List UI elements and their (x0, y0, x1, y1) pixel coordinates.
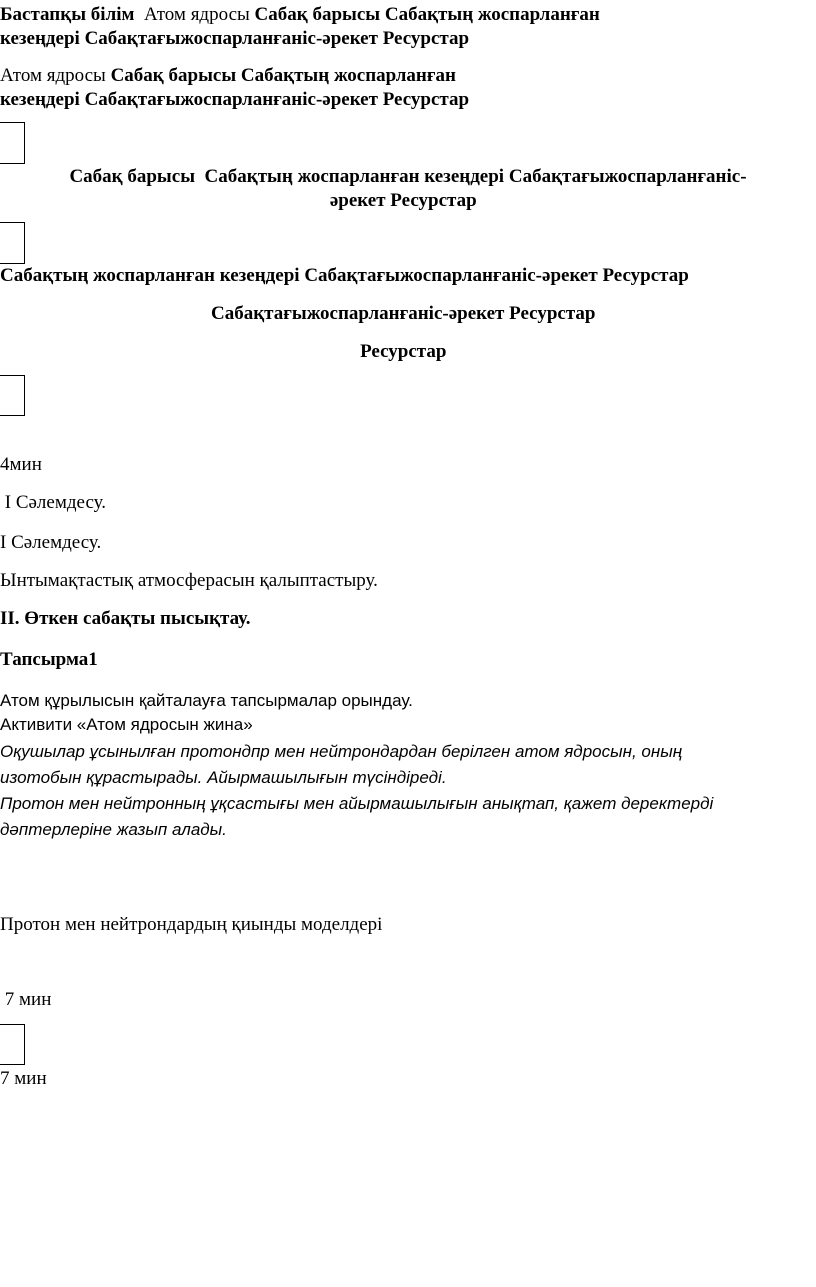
heading-fragment: Ресурстар (390, 190, 477, 211)
heading-fragment: Ресурстар (360, 341, 447, 362)
heading-fragment: Сабақтағыжоспарланғаніс-әрекет (304, 265, 598, 286)
heading-fragment: Сабақтың жоспарланған кезеңдері (204, 166, 505, 187)
greeting-line (0, 490, 106, 516)
header-line-1 (0, 2, 600, 28)
task-text-line: Оқушылар ұсынылған протондпр мен нейтрондардан берілген атом ядросын, оның (0, 742, 683, 761)
heading-fragment: кезеңдері (0, 89, 80, 110)
greeting-text: І Сәлемдесу. (4, 492, 106, 513)
header-line-2 (0, 26, 479, 52)
heading-fragment: Сабақтағыжоспарланғаніс-әрекет (211, 303, 505, 324)
task-text-line: Активити «Атом ядросын жина» (0, 715, 253, 734)
header-line-7 (0, 263, 698, 289)
task-text-line: дәптерлеріне жазып алады. (0, 820, 227, 839)
heading-fragment: Сабақтағыжоспарланғаніс-әрекет (84, 28, 378, 49)
heading-fragment: Ресурстар (382, 89, 470, 110)
empty-cell-box (0, 122, 25, 164)
header-line-8 (0, 301, 816, 327)
models-line: Протон мен нейтрондардың қиынды моделдері (0, 914, 383, 935)
time-line: 7 мин (0, 1068, 47, 1089)
task-text-line: изотобын құрастырады. Айырмашылығын түсіндіреді. (0, 768, 447, 787)
heading-fragment: Атом ядросы (143, 4, 250, 25)
heading-fragment: Сабақ барысы (254, 4, 381, 25)
heading-fragment: Сабақтың жоспарланған (240, 65, 456, 86)
heading-fragment: Атом ядросы (0, 65, 106, 86)
heading-fragment: Сабақ барысы (69, 166, 196, 187)
section-title: ІІ. Өткен сабақты пысықтау. (0, 608, 251, 629)
time-text: 7 мин (4, 989, 52, 1010)
heading-fragment: Ресурстар (602, 265, 689, 286)
heading-fragment: Ресурстар (382, 28, 470, 49)
heading-fragment: Сабақтағыжоспарланғаніс-әрекет (84, 89, 378, 110)
header-line-4 (0, 87, 479, 113)
heading-fragment: Сабақтың жоспарланған (384, 4, 600, 25)
atmosphere-line: Ынтымақтастық атмосферасын қалыптастыру. (0, 570, 378, 591)
empty-cell-box (0, 1024, 25, 1065)
heading-fragment: Сабақтың жоспарланған кезеңдері (0, 265, 300, 286)
heading-fragment: Сабақтағыжоспарланғаніс- (508, 166, 747, 187)
greeting-line: І Сәлемдесу. (0, 532, 102, 553)
task-text-line: Протон мен нейтронның ұқсастығы мен айырмашылығын анықтап, қажет деректерді (0, 794, 714, 813)
time-label: 4мин (0, 454, 42, 475)
heading-fragment: Ресурстар (509, 303, 596, 324)
header-line-9 (0, 339, 816, 365)
heading-fragment: Бастапқы білім (0, 4, 135, 25)
heading-fragment: Сабақ барысы (110, 65, 237, 86)
heading-fragment: кезеңдері (0, 28, 80, 49)
task-title: Тапсырма1 (0, 649, 98, 670)
time-line (0, 987, 51, 1013)
empty-cell-box (0, 375, 25, 416)
empty-cell-box (0, 222, 25, 264)
task-text-line: Атом құрылысын қайталауға тапсырмалар орындау. (0, 691, 413, 710)
header-line-5 (0, 164, 816, 190)
header-line-6 (0, 188, 816, 214)
heading-fragment: әрекет (329, 190, 386, 211)
header-line-3 (0, 63, 456, 89)
